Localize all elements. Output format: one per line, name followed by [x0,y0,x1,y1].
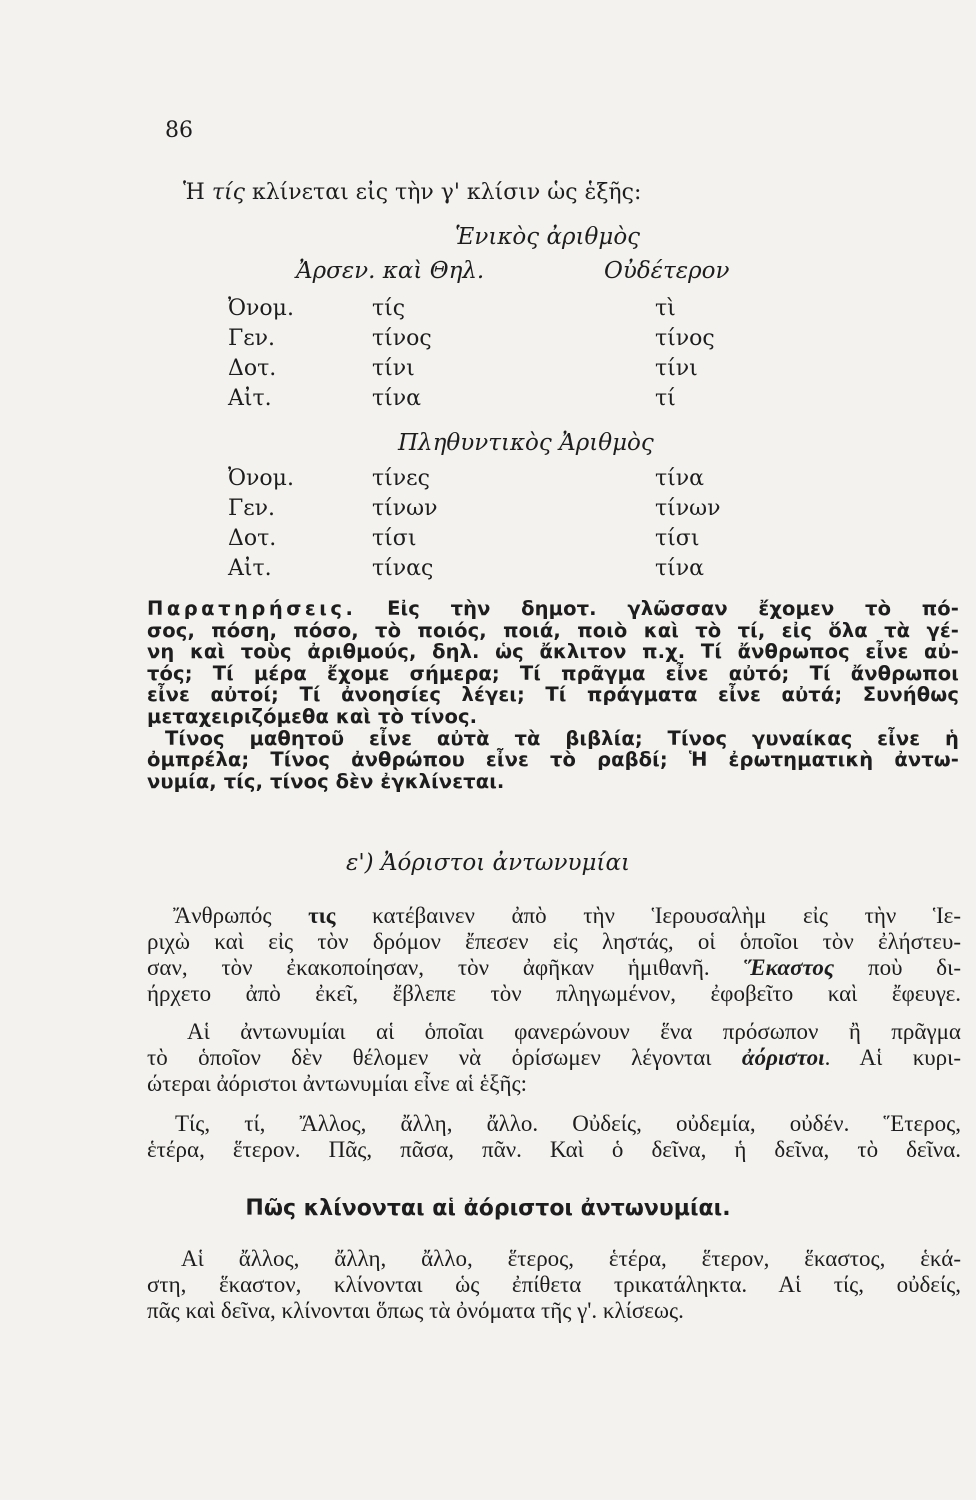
plural-case-nom: Ὀνομ. [228,466,294,491]
plural-heading: Πληθυντικὸς Ἀριθμὸς [398,430,654,456]
final-line-1: Αἱ ἄλλος, ἄλλη, ἄλλο, ἕτερος, ἑτέρα, ἕτερον, ἕκαστος, ἑκά- [181,1246,961,1271]
plural-n-acc: τίνα [655,556,705,581]
col2-header: Οὐδέτερον [604,258,730,284]
plural-mf-gen: τίνων [372,496,438,521]
singular-mf-acc: τίνα [372,386,422,411]
section-heading: ε') Ἀόριστοι ἀντωνυμίαι [345,850,631,876]
definition-line-3: ώτεραι ἀόριστοι ἀντωνυμίαι εἶνε αἱ ἑξῆς: [147,1071,528,1097]
story-line-3 [147,955,961,981]
singular-mf-gen: τίνος [372,326,432,351]
plural-mf-acc: τίνας [372,556,434,581]
remarks-line-3: νη καὶ τοὺς ἀριθμούς, δηλ. ὡς ἄκλιτον π.χ. Τί ἄνθρωπος εἶνε αὐ- [147,640,959,664]
plural-case-acc: Αἰτ. [228,556,272,581]
remarks-line-7: Τίνος μαθητοῦ εἶνε αὐτὰ τὰ βιβλία; Τίνος γυναίκας εἶνε ἡ [165,726,959,750]
story-text-3c: ποὺ δι- [834,955,961,981]
definition-paragraph [147,1019,961,1097]
definition-text-2a: τὸ ὁποῖον δὲν θέλομεν νὰ ὁρίσωμεν λέγονται [147,1045,742,1071]
plural-n-gen: τίνων [655,496,721,521]
story-line-2: ριχὼ καὶ εἰς τὸν δρόμον ἔπεσεν εἰς ληστάς, οἱ ὁποῖοι τὸν ἐλήστευ- [147,929,961,955]
definition-keyword-aoristoi: ἀόριστοι [741,1045,825,1071]
story-line-4: ήρχετο ἀπὸ ἐκεῖ, ἔβλεπε τὸν πληγωμένον, ἐφοβεῖτο καὶ ἔφευγε. [147,981,961,1007]
plural-case-dat: Δοτ. [228,526,277,551]
declension-subheading: Πῶς κλίνονται αἱ ἀόριστοι ἀντωνυμίαι. [245,1196,731,1221]
intro-before: Ἡ [183,180,212,205]
remarks-line-2: σος, πόση, πόσο, τὸ ποιός, ποιά, ποιὸ καὶ τὸ τί, εἰς ὅλα τὰ γέ- [147,618,959,642]
plural-n-dat: τίσι [655,526,700,551]
singular-n-dat: τίνι [655,356,698,381]
remarks-label: Παρατηρήσεις. [147,597,357,620]
story-line-1 [147,903,961,929]
singular-heading: Ἑνικὸς ἀριθμὸς [455,224,641,250]
singular-case-acc: Αἰτ. [228,386,272,411]
story-text-3a: σαν, τὸν ἐκακοποίησαν, τὸν ἀφῆκαν ἡμιθανῆ. [147,955,744,981]
plural-mf-nom: τίνες [372,466,430,491]
intro-line [183,180,641,205]
singular-case-dat: Δοτ. [228,356,277,381]
remarks-text-1: Εἰς τὴν δημοτ. γλῶσσαν ἔχομεν τὸ πό- [387,597,959,620]
definition-line-2 [147,1045,961,1071]
final-line-3: πᾶς καὶ δεῖνα, κλίνονται ὅπως τὰ ὀνόματα τῆς γ'. κλίσεως. [147,1298,684,1324]
pronoun-list-line-1: Τίς, τί, Ἄλλος, ἄλλη, ἄλλο. Οὐδείς, οὐδεμία, οὐδέν. Ἕτερος, [175,1111,961,1136]
story-paragraph [147,903,961,1007]
remarks-line-4: τός; Τί μέρα ἔχομε σήμερα; Τί πρᾶγμα εἶνε αὐτό; Τί ἄνθρωποι [147,661,959,685]
singular-n-nom: τὶ [655,296,676,321]
intro-keyword: τίς [211,180,245,205]
story-text-1a: Ἄνθρωπός [173,903,309,928]
singular-n-gen: τίνος [655,326,715,351]
story-keyword-tis: τις [308,903,336,928]
singular-case-nom: Ὀνομ. [228,296,294,321]
singular-case-gen: Γεν. [228,326,276,351]
intro-after: κλίνεται εἰς τὴν γ' κλίσιν ὡς ἑξῆς: [244,180,642,205]
singular-mf-nom: τίς [372,296,406,321]
remarks-line-6: μεταχειριζόμεθα καὶ τὸ τίνος. [147,704,478,728]
col1-header: Ἀρσεν. καὶ Θηλ. [296,258,485,284]
pronoun-list-paragraph [147,1111,961,1163]
plural-mf-dat: τίσι [372,526,417,551]
story-keyword-ekastos: Ἕκαστος [743,955,835,981]
story-text-1c: κατέβαινεν ἀπὸ τὴν Ἱερουσαλὴμ εἰς τὴν Ἱε- [335,903,961,928]
definition-line-1: Αἱ ἀντωνυμίαι αἱ ὁποῖαι φανερώνουν ἕνα πρόσωπον ἢ πρᾶγμα [187,1019,961,1044]
final-line-2: στη, ἕκαστον, κλίνονται ὡς ἐπίθετα τρικατάληκτα. Αἱ τίς, οὐδείς, [147,1272,961,1298]
remarks-paragraph [147,598,959,792]
singular-mf-dat: τίνι [372,356,415,381]
plural-n-nom: τίνα [655,466,705,491]
plural-case-gen: Γεν. [228,496,276,521]
remarks-line-5: εἶνε αὐτοί; Τί ἀνοησίες λέγει; Τί πράγματα εἶνε αὐτά; Συνήθως [147,683,959,707]
pronoun-list-line-2: ἑτέρα, ἕτερον. Πᾶς, πᾶσα, πᾶν. Καὶ ὁ δεῖνα, ἡ δεῖνα, τὸ δεῖνα. [147,1137,961,1163]
remarks-line-1 [147,598,959,620]
remarks-line-8: ὀμπρέλα; Τίνος ἀνθρώπου εἶνε τὸ ραβδί; Ἡ ἐρωτηματικὴ ἀντω- [147,748,959,772]
page-number: 86 [165,118,193,143]
final-paragraph [147,1246,961,1324]
definition-text-2c: . Αἱ κυρι- [824,1045,961,1071]
remarks-line-9: νυμία, τίς, τίνος δὲν ἐγκλίνεται. [147,769,505,793]
singular-n-acc: τί [655,386,676,411]
